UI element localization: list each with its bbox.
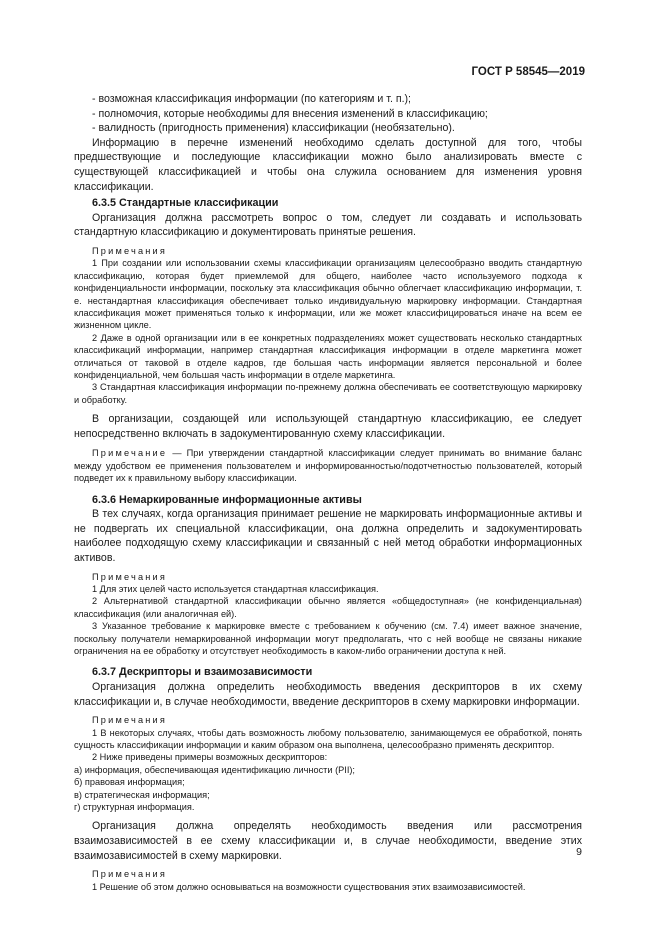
descriptor-item: г) структурная информация. (74, 802, 195, 813)
document-code: ГОСТ Р 58545—2019 (471, 66, 585, 78)
paragraph: Информацию в перечне изменений необходимо сделать доступной для того, чтобы предшествующие и последующие классификации можно было анализировать вместе с существующей классификацией и чтобы она служила основанием для изменения уровня классификации. (74, 136, 582, 193)
page-number: 9 (576, 846, 582, 858)
section-heading-6-3-6: 6.3.6 Немаркированные информационные активы (92, 493, 362, 506)
note-item: 2 Даже в одной организации или в ее конкретных подразделениях может существовать несколько стандартных классификаций информации, например стандартная классификация информации в отделе маркетинга может отличаться от таковой в отделе кадров, где большая часть информации является персональной и более конфиденциальной, чем большая часть информации в отделе маркетинга. (74, 332, 582, 380)
descriptor-item: а) информация, обеспечивающая идентификацию личности (PII); (74, 764, 355, 775)
notes-title: Примечания (92, 571, 168, 582)
paragraph: Организация должна определять необходимость введения или рассмотрения взаимозависимостей в ее схему классификации и, в случае необходимости, введение этих взаимозависимостей в схему маркировки. (74, 820, 582, 862)
paragraph: В организации, создающей или использующей стандартную классификацию, ее следует непосредственно включать в задокументированную схему классификации. (74, 413, 582, 440)
page-content (74, 92, 582, 893)
note-label: Примечание (92, 448, 168, 459)
note-item: 2 Альтернативой стандартной классификации обычно является «общедоступная» (не конфиденциальная) классификация (или аналогичная ей). (74, 596, 582, 619)
note-item: 1 В некоторых случаях, чтобы дать возможность любому пользователю, занимающемуся ее обработкой, понять сущность классификации информации и каким образом она выполнена, целесообразно применять дескриптор. (74, 727, 582, 751)
notes-title: Примечания (92, 869, 168, 880)
notes-title: Примечания (92, 715, 168, 726)
note-item: 2 Ниже приведены примеры возможных дескрипторов: (92, 752, 328, 763)
list-item: - полномочия, которые необходимы для внесения изменений в классификацию; (92, 107, 488, 120)
paragraph: Организация должна рассмотреть вопрос о том, следует ли создавать и использовать стандартную классификацию и документировать принятые решения. (74, 211, 582, 239)
list-item: - валидность (пригодность применения) классификации (необязательно). (92, 122, 455, 135)
paragraph: Организация должна определить необходимость введения дескрипторов в их схему классификации и, в случае необходимости, введение дескрипторов в схему маркировки информации. (74, 681, 582, 708)
note-item: 3 Стандартная классификация информации по-прежнему должна обеспечивать ее соответствующую маркировку и обработку. (74, 382, 582, 405)
note-item: 1 Решение об этом должно основываться на возможности существования этих взаимозависимостей. (92, 881, 526, 892)
single-note (74, 447, 582, 484)
note-item: 1 При создании или использовании схемы классификации организациям целесообразно вводить стандартную классификацию, которая будет приемлемой для общего, наиболее часто используемого подхода к конфиденциальности информации, поскольку эта классификация обычно облегчает классификацию информации, т. е. нестандартная классификация обеспечивает только индивидуальную маркировку информации. Стандартная классификация может применяться только к информации, или же может классифицироваться иначе на всем ее жизненном цикле. (74, 258, 582, 331)
note-text: — При утверждении стандартной классификации следует принимать во внимание баланс между удобством ее применения пользователем и информированностью/подотчетностью пользователей, который подведет их к правильному выбору классификации. (74, 448, 582, 484)
section-heading-6-3-5: 6.3.5 Стандартные классификации (92, 197, 279, 210)
descriptor-item: б) правовая информация; (74, 777, 185, 788)
notes-title: Примечания (92, 245, 168, 256)
section-heading-6-3-7: 6.3.7 Дескрипторы и взаимозависимости (92, 666, 313, 679)
descriptor-item: в) стратегическая информация; (74, 789, 210, 800)
note-item: 3 Указанное требование к маркировке вместе с требованием к обучению (см. 7.4) имеет важное значение, поскольку получатели немаркированной информации могут предполагать, что с ней вообще не связаны никакие ограничения на ее обработку и отсутствует необходимость в каком-либо ограничении доступа к ней. (74, 621, 582, 657)
list-item: - возможная классификация информации (по категориям и т. п.); (92, 93, 411, 105)
note-item: 1 Для этих целей часто используется стандартная классификация. (92, 584, 379, 594)
paragraph: В тех случаях, когда организация принимает решение не маркировать информационные активы и не подвергать их специальной классификации, она должна определить и задокументировать наиболее подходящую схему классификации и связанный с ней метод обработки информационных активов. (74, 508, 582, 564)
